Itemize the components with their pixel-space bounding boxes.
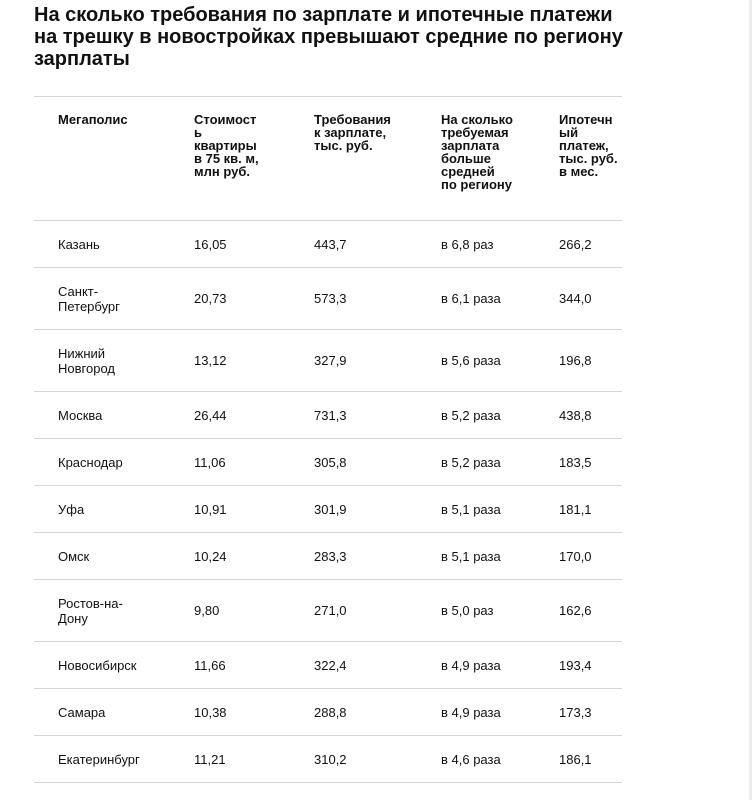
header-price: Стоимость квартиры в 75 кв. м, млн руб. [194, 97, 314, 221]
ratio-cell [441, 689, 559, 736]
mortgage-cell-text: 196,8 [559, 353, 592, 368]
ratio-cell-text: в 5,0 раз [441, 603, 494, 618]
salary-requirement-cell-text: 288,8 [314, 704, 347, 720]
salary-requirement-cell [314, 392, 441, 439]
salary-requirement-cell [314, 736, 441, 783]
ratio-cell-text: в 4,9 раза [441, 704, 501, 720]
mortgage-cell-text: 193,4 [559, 657, 592, 673]
price-cell [194, 736, 314, 783]
price-cell [194, 392, 314, 439]
mortgage-cell [559, 268, 622, 330]
price-cell-text: 16,05 [194, 236, 227, 252]
salary-requirement-cell [314, 642, 441, 689]
mortgage-cell [559, 392, 622, 439]
ratio-cell [441, 221, 559, 268]
city-cell [34, 392, 194, 439]
salary-requirement-cell-text: 731,3 [314, 407, 347, 423]
city-cell-text: Екатеринбург [58, 751, 140, 767]
ratio-cell-text: в 5,2 раза [441, 454, 501, 470]
price-cell [194, 268, 314, 330]
ratio-cell-text: в 5,6 раза [441, 353, 501, 368]
price-cell [194, 330, 314, 392]
mortgage-cell-text: 181,1 [559, 501, 592, 517]
ratio-cell-text: в 4,6 раза [441, 751, 501, 767]
table-row [34, 439, 622, 486]
city-cell [34, 486, 194, 533]
city-cell-text: Москва [58, 407, 103, 423]
table-scroll-container[interactable] [34, 96, 622, 800]
city-cell-text: Краснодар [58, 454, 123, 470]
city-cell [34, 221, 194, 268]
city-cell-text: Нижний Новгород [58, 345, 115, 376]
table-row [34, 221, 622, 268]
header-ratio: На сколько требуемая зарплата больше средней по региону [441, 97, 559, 221]
salary-requirement-cell-text: 283,3 [314, 548, 347, 564]
ratio-cell-text: в 6,1 раза [441, 291, 501, 306]
mortgage-cell [559, 533, 622, 580]
price-cell [194, 642, 314, 689]
ratio-cell [441, 330, 559, 392]
city-cell [34, 268, 194, 330]
table-row [34, 736, 622, 783]
ratio-cell-text: в 6,8 раз [441, 236, 494, 252]
salary-requirement-cell [314, 221, 441, 268]
header-salary-requirement: Требования к зарплате, тыс. руб. [314, 97, 441, 221]
page-title: На сколько требования по зарплате и ипотечные платежи на трешку в новостройках превышают средние по региону зарплаты [34, 4, 623, 70]
price-cell-text: 11,66 [194, 657, 226, 673]
table-row [34, 330, 622, 392]
mortgage-cell-text: 344,0 [559, 291, 592, 306]
mortgage-cell-text: 183,5 [559, 454, 592, 470]
city-cell [34, 642, 194, 689]
city-cell [34, 439, 194, 486]
header-mortgage: Ипотечный платеж, тыс. руб. в мес. [559, 97, 622, 221]
salary-requirement-cell-text: 271,0 [314, 603, 347, 618]
city-cell-text: Казань [58, 236, 100, 252]
price-cell-text: 13,12 [194, 353, 227, 368]
price-cell-text: 11,06 [194, 454, 226, 470]
salary-requirement-cell-text: 327,9 [314, 353, 347, 368]
city-cell-text: Новосибирск [58, 657, 137, 673]
mortgage-cell-text: 438,8 [559, 407, 592, 423]
salary-requirement-cell [314, 580, 441, 642]
header-city: Мегаполис [34, 97, 194, 221]
price-cell-text: 20,73 [194, 291, 227, 306]
ratio-cell [441, 736, 559, 783]
table-row [34, 392, 622, 439]
city-cell [34, 330, 194, 392]
salary-requirement-cell [314, 439, 441, 486]
price-cell-text: 10,91 [194, 501, 227, 517]
ratio-cell [441, 580, 559, 642]
salary-requirement-cell-text: 305,8 [314, 454, 347, 470]
salary-mortgage-table [34, 96, 622, 783]
ratio-cell [441, 533, 559, 580]
mortgage-cell [559, 642, 622, 689]
mortgage-cell [559, 580, 622, 642]
city-cell-text: Самара [58, 704, 106, 720]
salary-requirement-cell-text: 301,9 [314, 501, 347, 517]
city-cell-text: Омск [58, 548, 90, 564]
salary-requirement-cell [314, 268, 441, 330]
price-cell-text: 11,21 [194, 751, 226, 767]
price-cell [194, 221, 314, 268]
city-cell [34, 689, 194, 736]
city-cell [34, 580, 194, 642]
table-row [34, 533, 622, 580]
table-row [34, 486, 622, 533]
mortgage-cell [559, 689, 622, 736]
price-cell-text: 9,80 [194, 603, 220, 618]
table-row [34, 580, 622, 642]
ratio-cell-text: в 4,9 раза [441, 657, 501, 673]
salary-requirement-cell [314, 533, 441, 580]
city-cell [34, 533, 194, 580]
ratio-cell [441, 486, 559, 533]
ratio-cell [441, 439, 559, 486]
salary-requirement-cell [314, 486, 441, 533]
mortgage-cell [559, 330, 622, 392]
price-cell [194, 580, 314, 642]
salary-requirement-cell [314, 689, 441, 736]
city-cell-text: Санкт-Петербург [58, 283, 120, 314]
salary-requirement-cell-text: 310,2 [314, 751, 347, 767]
table-header-row [34, 97, 622, 221]
table-row [34, 642, 622, 689]
ratio-cell [441, 392, 559, 439]
price-cell-text: 10,24 [194, 548, 227, 564]
table-row [34, 689, 622, 736]
price-cell-text: 26,44 [194, 407, 227, 423]
price-cell [194, 533, 314, 580]
ratio-cell-text: в 5,1 раза [441, 548, 501, 564]
price-cell-text: 10,38 [194, 704, 227, 720]
salary-requirement-cell-text: 573,3 [314, 291, 347, 306]
salary-requirement-cell-text: 443,7 [314, 236, 347, 252]
mortgage-cell-text: 266,2 [559, 236, 592, 252]
city-cell-text: Ростов-на-Дону [58, 595, 123, 626]
price-cell [194, 689, 314, 736]
mortgage-cell [559, 736, 622, 783]
mortgage-cell-text: 162,6 [559, 603, 592, 618]
city-cell-text: Уфа [58, 501, 85, 517]
mortgage-cell-text: 186,1 [559, 751, 592, 767]
mortgage-cell [559, 439, 622, 486]
mortgage-cell [559, 486, 622, 533]
ratio-cell [441, 268, 559, 330]
salary-requirement-cell-text: 322,4 [314, 657, 347, 673]
ratio-cell-text: в 5,2 раза [441, 407, 501, 423]
mortgage-cell-text: 170,0 [559, 548, 592, 564]
mortgage-cell [559, 221, 622, 268]
price-cell [194, 486, 314, 533]
mortgage-cell-text: 173,3 [559, 704, 592, 720]
ratio-cell-text: в 5,1 раза [441, 501, 501, 517]
table-row [34, 268, 622, 330]
salary-requirement-cell [314, 330, 441, 392]
city-cell [34, 736, 194, 783]
ratio-cell [441, 642, 559, 689]
price-cell [194, 439, 314, 486]
